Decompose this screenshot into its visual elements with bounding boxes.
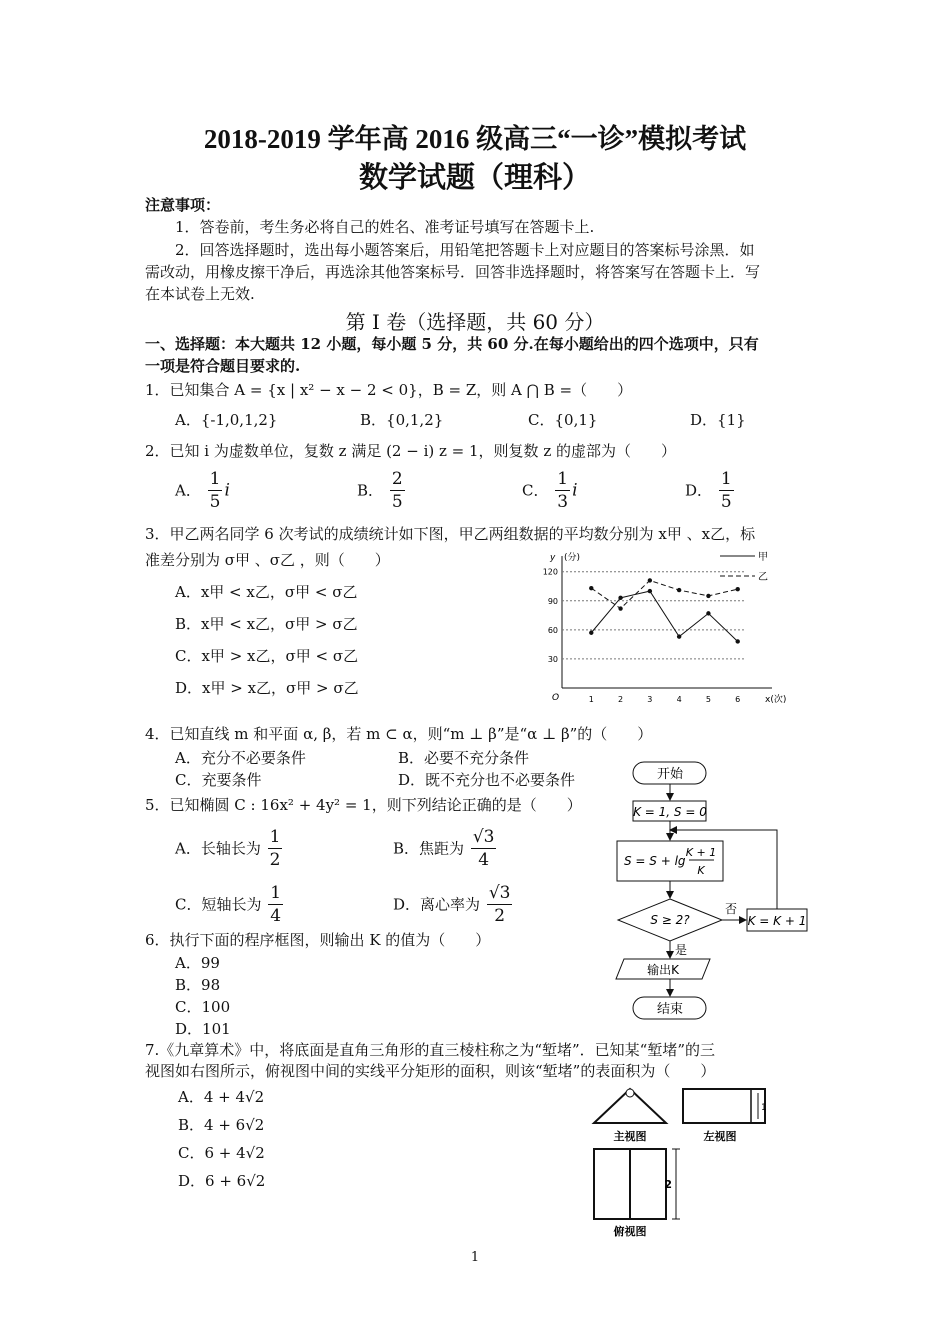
chart-origin-label: O — [552, 693, 560, 703]
q5-option-b-label: B．焦距为 — [393, 839, 465, 858]
score-line-chart — [535, 548, 795, 718]
q6-option-b: B．98 — [175, 976, 221, 994]
q7-stem-line-2: 视图如右图所示，俯视图中间的实线平分矩形的面积，则该“堑堵”的表面积为（ ） — [145, 1062, 716, 1080]
section-intro-line-2: 一项是符合题目要求的. — [145, 357, 301, 375]
chart-point-series-2 — [736, 587, 740, 591]
q3-stem-line-2: 准差分别为 σ甲 、σ乙 ，则（ ） — [145, 551, 390, 569]
chart-point-series-2 — [589, 586, 593, 590]
q7-option-c: C．6 + 4√2 — [178, 1144, 265, 1162]
q5-option-d-fraction: $\frac{√3}{2}$ — [488, 883, 511, 926]
chart-point-series-2 — [677, 588, 681, 592]
chart-x-tick-label: 4 — [676, 695, 682, 704]
q3-option-c: C．x甲 > x乙，σ甲 < σ乙 — [175, 647, 359, 665]
chart-point-series-2 — [648, 578, 652, 582]
q1-stem: 1．已知集合 A = {x | x² − x − 2 < 0}，B = Z，则 A ⋂ B =（ ） — [145, 381, 633, 399]
q5-option-a-label: A．长轴长为 — [175, 839, 261, 858]
notice-item-2-line-1: 2．回答选择题时，选出每小题答案后，用铅笔把答题卡上对应题目的答案标号涂黑．如 — [175, 241, 755, 259]
q5-option-d-label: D．离心率为 — [393, 895, 481, 914]
flow-start-text: 开始 — [656, 767, 684, 782]
flow-no-label: 否 — [725, 902, 738, 916]
q7-option-a: A．4 + 4√2 — [178, 1088, 265, 1106]
chart-x-tick-label: 5 — [705, 695, 711, 704]
three-views-figure — [588, 1083, 778, 1240]
notice-heading: 注意事项： — [145, 196, 221, 214]
q5-option-d — [393, 882, 514, 927]
chart-x-unit: x(次) — [765, 695, 787, 705]
q2-option-c-i: i — [572, 480, 578, 501]
q2-stem: 2．已知 i 为虚数单位，复数 z 满足 (2 − i) z = 1，则复数 z 的虚部为（ ） — [145, 442, 676, 460]
chart-x-tick-label: 1 — [588, 695, 594, 704]
chart-series-line-1 — [591, 591, 737, 641]
chart-y-tick-label: 60 — [547, 625, 558, 635]
q5-option-b — [393, 826, 498, 871]
q7-option-b: B．4 + 6√2 — [178, 1116, 265, 1134]
q4-option-c: C．充要条件 — [175, 771, 262, 789]
chart-point-series-1 — [736, 639, 740, 643]
program-flowchart — [600, 758, 815, 1026]
q2-option-b-label: B． — [357, 481, 384, 500]
chart-point-series-1 — [706, 611, 710, 615]
chart-point-series-1 — [618, 596, 622, 600]
q4-option-b: B．必要不充分条件 — [398, 749, 530, 767]
front-view-label: 主视图 — [613, 1130, 647, 1143]
q2-option-d-fraction: $\frac{1}{5}$ — [720, 469, 732, 512]
flow-output-text: 输出K — [647, 963, 679, 977]
notice-item-1: 1．答卷前，考生务必将自己的姓名、准考证号填写在答题卡上. — [175, 218, 595, 236]
q6-option-a: A．99 — [175, 954, 220, 972]
q4-stem: 4．已知直线 m 和平面 α, β，若 m ⊂ α，则“m ⊥ β”是“α ⊥ β”的（ ） — [145, 725, 653, 743]
q5-stem: 5．已知椭圆 C : 16x² + 4y² = 1，则下列结论正确的是（ ） — [145, 796, 582, 814]
q4-option-d: D．既不充分也不必要条件 — [398, 771, 576, 789]
q2-option-b — [357, 468, 407, 513]
q5-option-a-fraction: $\frac{1}{2}$ — [269, 827, 281, 870]
q3-option-d: D．x甲 > x乙，σ甲 > σ乙 — [175, 679, 359, 697]
flow-update-num: K + 1 — [685, 846, 717, 859]
q1-option-c: C．{0,1} — [528, 411, 598, 429]
chart-y-unit: (分) — [564, 553, 581, 563]
q2-option-c — [522, 468, 578, 513]
notice-item-2-line-3: 在本试卷上无效. — [145, 285, 255, 303]
front-view-vertex — [626, 1089, 634, 1097]
q1-option-a: A．{-1,0,1,2} — [175, 411, 278, 429]
q1-option-b: B．{0,1,2} — [360, 411, 444, 429]
notice-item-2-line-2: 需改动，用橡皮擦干净后，再选涂其他答案标号．回答非选择题时，将答案写在答题卡上．写 — [145, 263, 761, 281]
flow-update-prefix: S = S + lg — [624, 854, 686, 868]
side-view-one: 1 — [761, 1103, 767, 1113]
chart-legend-label-1: 甲 — [758, 552, 768, 563]
chart-point-series-1 — [677, 634, 681, 638]
q6-option-c: C．100 — [175, 998, 231, 1016]
chart-y-tick-label: 30 — [547, 654, 558, 664]
chart-series-line-2 — [591, 580, 737, 608]
q3-stem-line-1: 3．甲乙两名同学 6 次考试的成绩统计如下图，甲乙两组数据的平均数分别为 x甲 、x乙，标 — [145, 525, 756, 543]
q2-option-c-label: C． — [522, 481, 549, 500]
exam-title: 2018-2019 学年高 2016 级高三“一诊”模拟考试 — [203, 124, 747, 154]
chart-point-series-2 — [706, 594, 710, 598]
q1-option-d: D．{1} — [690, 411, 746, 429]
flow-end-text: 结束 — [656, 1002, 684, 1017]
q3-option-b: B．x甲 < x乙，σ甲 > σ乙 — [175, 615, 358, 633]
q7-option-d: D．6 + 6√2 — [178, 1172, 266, 1190]
top-view-label: 俯视图 — [613, 1225, 647, 1238]
chart-point-series-1 — [648, 589, 652, 593]
q5-option-a — [175, 826, 284, 871]
q2-option-a-label: A． — [175, 481, 201, 500]
q5-option-c — [175, 882, 285, 927]
q6-option-d: D．101 — [175, 1020, 231, 1038]
page-number: 1 — [470, 1250, 480, 1265]
section-intro-line-1: 一、选择题：本大题共 12 小题，每小题 5 分，共 60 分.在每小题给出的四个选项中，只有 — [145, 335, 759, 353]
q2-option-a-fraction: $\frac{1}{5}$ — [209, 469, 221, 512]
q3-option-a: A．x甲 < x乙，σ甲 < σ乙 — [175, 583, 358, 601]
chart-legend-label-2: 乙 — [758, 572, 768, 583]
side-view — [683, 1089, 765, 1123]
q4-option-a: A．充分不必要条件 — [175, 749, 306, 767]
q5-option-b-fraction: $\frac{√3}{4}$ — [472, 827, 495, 870]
q2-option-a — [175, 468, 230, 513]
q2-option-c-fraction: $\frac{1}{3}$ — [557, 469, 569, 512]
side-view-label: 左视图 — [703, 1130, 737, 1143]
chart-x-tick-label: 3 — [647, 695, 653, 704]
chart-y-tick-label: 90 — [547, 596, 558, 606]
q7-stem-line-1: 7.《九章算术》中，将底面是直角三角形的直三棱柱称之为“堑堵”．已知某“堑堵”的三 — [145, 1041, 715, 1059]
chart-y-axis-letter: y — [550, 553, 556, 563]
flow-init-text: K = 1, S = 0 — [633, 805, 707, 819]
exam-subtitle: 数学试题（理科） — [358, 162, 591, 194]
top-view-two: 2 — [664, 1178, 672, 1191]
chart-point-series-1 — [589, 631, 593, 635]
chart-x-tick-label: 2 — [618, 695, 624, 704]
section-title: 第 I 卷（选择题，共 60 分） — [345, 310, 605, 334]
q5-option-c-fraction: $\frac{1}{4}$ — [270, 883, 282, 926]
q2-option-d-label: D． — [685, 481, 713, 500]
q2-option-d — [685, 468, 736, 513]
flow-yes-label: 是 — [675, 943, 688, 957]
chart-x-tick-label: 6 — [735, 695, 741, 704]
q2-option-a-i: i — [224, 480, 230, 501]
q2-option-b-fraction: $\frac{2}{5}$ — [391, 469, 403, 512]
chart-y-tick-label: 120 — [542, 567, 558, 577]
flow-increment-text: K = K + 1 — [747, 914, 807, 928]
q5-option-c-label: C．短轴长为 — [175, 895, 262, 914]
chart-point-series-2 — [618, 606, 622, 610]
flow-update-den: K — [697, 864, 705, 877]
flow-condition-text: S ≥ 2? — [650, 913, 690, 927]
q6-stem: 6．执行下面的程序框图，则输出 K 的值为（ ） — [145, 931, 491, 949]
